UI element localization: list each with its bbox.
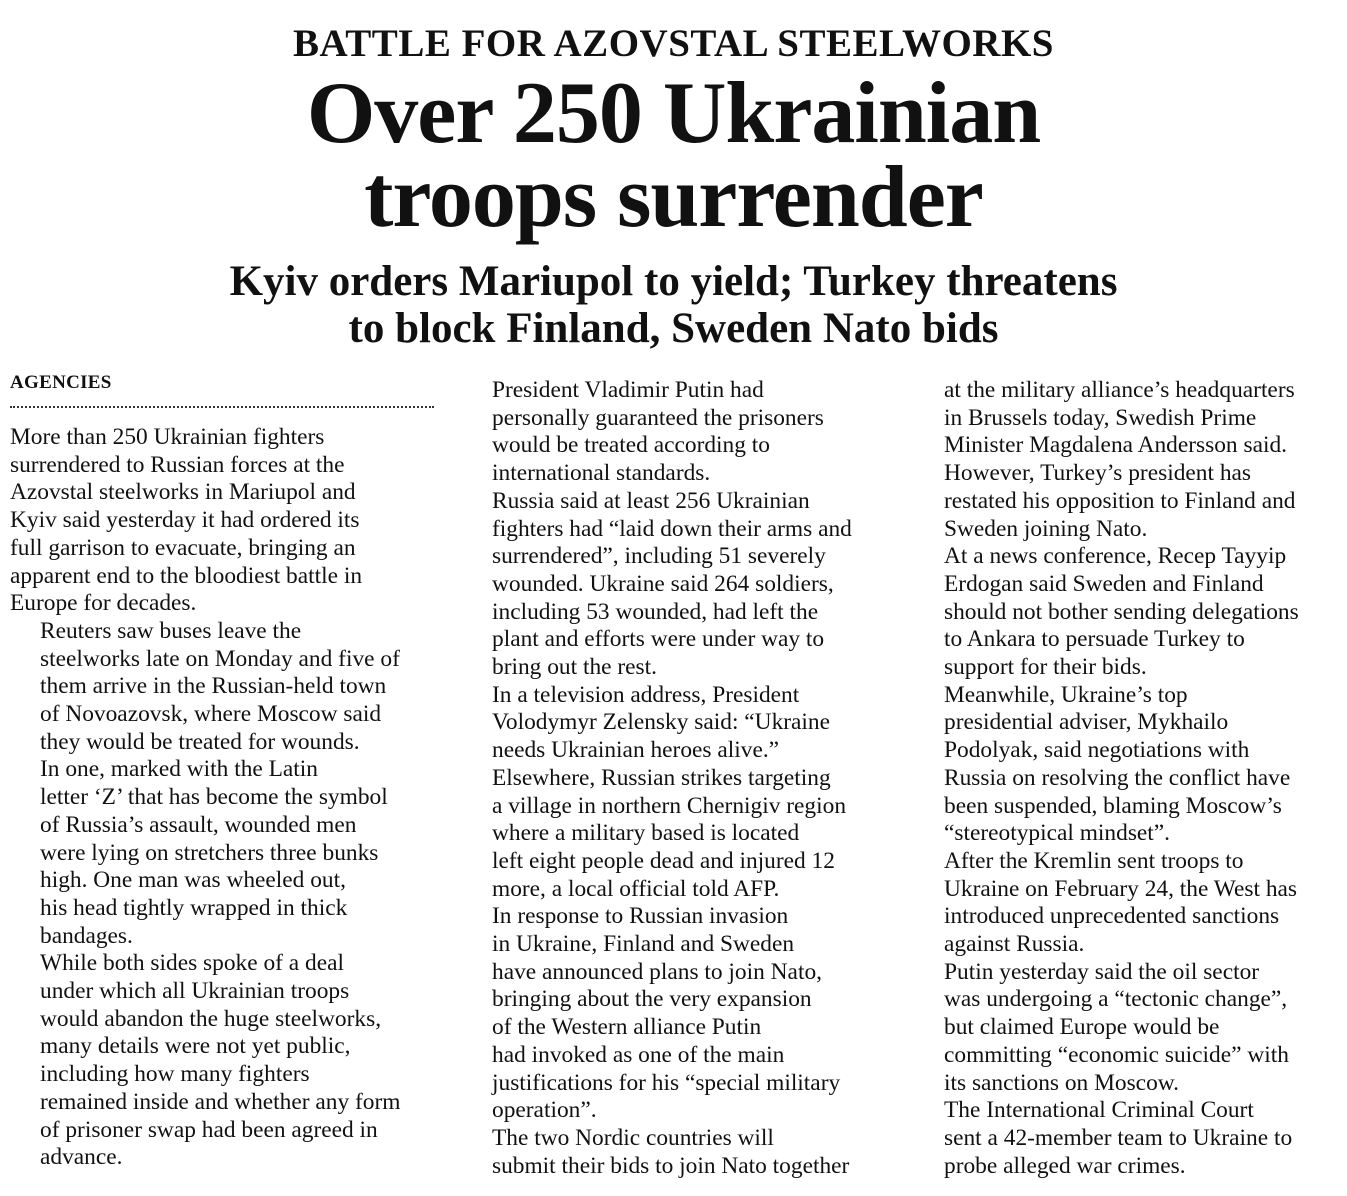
article-paragraph (914, 1097, 1344, 1180)
article-line: surrendered”, including 51 severely (492, 543, 826, 570)
article-paragraph (462, 903, 892, 1125)
byline: AGENCIES (10, 372, 112, 393)
article-line: been suspended, blaming Moscow’s (944, 792, 1282, 819)
article-line: In a television address, President (492, 681, 800, 708)
article-line: should not bother sending delegations (944, 598, 1299, 625)
article-line: probe alleged war crimes. (944, 1152, 1186, 1179)
article-line: More than 250 Ukrainian fighters (10, 424, 325, 450)
article-line: international standards. (492, 460, 711, 487)
article-line: needs Ukrainian heroes alive.” (492, 737, 780, 764)
article-line: Erdogan said Sweden and Finland (944, 570, 1264, 597)
article-line: full garrison to evacuate, bringing an (10, 534, 356, 561)
article-paragraph (462, 682, 892, 765)
article-paragraph (10, 756, 440, 950)
headline-line: Over 250 Ukrainian (306, 65, 1041, 162)
article-line: many details were not yet public, (40, 1033, 351, 1060)
article-paragraph (10, 424, 440, 618)
article-line: justifications for his “special military (492, 1069, 841, 1096)
article-line: including how many fighters (40, 1061, 310, 1088)
article-line: The two Nordic countries will (492, 1124, 774, 1151)
article-line: but claimed Europe would be (944, 1014, 1220, 1041)
article-line: its sanctions on Moscow. (944, 1069, 1179, 1096)
article-line: steelworks late on Monday and five of (40, 645, 400, 672)
article-line: in Ukraine, Finland and Sweden (492, 931, 795, 958)
article-line: In one, marked with the Latin (40, 756, 319, 783)
article-line: support for their bids. (944, 654, 1147, 681)
article-line: Sweden joining Nato. (944, 515, 1148, 542)
article-line: them arrive in the Russian-held town (40, 673, 387, 700)
article-line: “stereotypical mindset”. (944, 820, 1171, 847)
article-line: was undergoing a “tectonic change”, (944, 986, 1288, 1013)
article-paragraph (462, 1125, 892, 1180)
article-line: Volodymyr Zelensky said: “Ukraine (492, 709, 831, 736)
article-line: However, Turkey’s president has (944, 460, 1252, 487)
article-line: Russia said at least 256 Ukrainian (492, 487, 810, 514)
article-line: Russia on resolving the conflict have (944, 764, 1291, 791)
article-line: a village in northern Chernigiv region (492, 792, 847, 819)
article-line: advance. (40, 1144, 123, 1171)
article-line: bringing about the very expansion (492, 986, 812, 1013)
article-line: Ukraine on February 24, the West has (944, 875, 1298, 902)
article-line: more, a local official told AFP. (492, 875, 780, 902)
article-paragraph (914, 543, 1344, 682)
article-paragraph (462, 488, 892, 682)
subheadline (0, 258, 1347, 352)
article-line: fighters had “laid down their arms and (492, 515, 852, 542)
article-line: While both sides spoke of a deal (40, 950, 344, 977)
article-line: Kyiv said yesterday it had ordered its (10, 507, 360, 534)
article-line: at the military alliance’s headquarters (944, 377, 1295, 403)
article-line: Azovstal steelworks in Mariupol and (10, 479, 356, 506)
article-line: Reuters saw buses leave the (40, 617, 302, 644)
article-column-3 (914, 377, 1344, 1180)
article-line: presidential adviser, Mykhailo (944, 709, 1229, 736)
article-line: committing “economic suicide” with (944, 1041, 1289, 1068)
article-line: Minister Magdalena Andersson said. (944, 432, 1288, 459)
article-paragraph (914, 682, 1344, 848)
article-line: would be treated according to (492, 432, 770, 459)
article-line: wounded. Ukraine said 264 soldiers, (492, 570, 834, 597)
article-line: letter ‘Z’ that has become the symbol (40, 784, 388, 811)
article-line: including 53 wounded, had left the (492, 598, 819, 625)
article-line: plant and efforts were under way to (492, 626, 825, 653)
article-paragraph (914, 848, 1344, 959)
article-line: operation”. (492, 1097, 597, 1124)
article-line: were lying on stretchers three bunks (40, 839, 379, 866)
article-line: Podolyak, said negotiations with (944, 737, 1250, 764)
article-paragraph (462, 765, 892, 904)
article-line: restated his opposition to Finland and (944, 487, 1296, 514)
article-column-1 (10, 424, 440, 1172)
article-column-2 (462, 377, 892, 1180)
article-line: have announced plans to join Nato, (492, 958, 822, 985)
article-line: At a news conference, Recep Tayyip (944, 543, 1287, 570)
article-line: In response to Russian invasion (492, 903, 789, 930)
article-line: they would be treated for wounds. (40, 728, 360, 755)
article-line: bring out the rest. (492, 654, 658, 681)
article-line: where a military based is located (492, 820, 800, 847)
article-paragraph (10, 618, 440, 757)
article-line: of the Western alliance Putin (492, 1014, 762, 1041)
article-line: submit their bids to join Nato together (492, 1152, 850, 1179)
article-line: apparent end to the bloodiest battle in (10, 562, 363, 589)
subheadline-line: to block Finland, Sweden Nato bids (348, 305, 999, 352)
article-line: his head tightly wrapped in thick (40, 894, 348, 921)
article-line: of prisoner swap had been agreed in (40, 1116, 378, 1143)
article-line: left eight people dead and injured 12 (492, 847, 835, 874)
article-line: under which all Ukrainian troops (40, 978, 350, 1005)
article-paragraph (914, 460, 1344, 543)
article-line: Putin yesterday said the oil sector (944, 958, 1260, 985)
article-line: surrendered to Russian forces at the (10, 451, 345, 478)
article-line: personally guaranteed the prisoners (492, 404, 824, 431)
article-paragraph (462, 377, 892, 488)
subheadline-line: Kyiv orders Mariupol to yield; Turkey threatens (229, 258, 1118, 305)
article-line: would abandon the huge steelworks, (40, 1005, 382, 1032)
article-paragraph (914, 959, 1344, 1098)
kicker: BATTLE FOR AZOVSTAL STEELWORKS (293, 22, 1054, 65)
article-line: remained inside and whether any form (40, 1088, 401, 1115)
article-line: against Russia. (944, 931, 1085, 958)
headline (0, 65, 1347, 246)
article-line: Meanwhile, Ukraine’s top (944, 681, 1188, 708)
article-line: high. One man was wheeled out, (40, 867, 346, 894)
article-paragraph (10, 950, 440, 1172)
article-line: bandages. (40, 922, 133, 949)
article-line: President Vladimir Putin had (492, 377, 764, 403)
article-line: of Novoazovsk, where Moscow said (40, 701, 382, 728)
headline-line: troops surrender (364, 149, 983, 246)
article-paragraph (914, 377, 1344, 460)
article-line: The International Criminal Court (944, 1097, 1254, 1124)
article-line: sent a 42-member team to Ukraine to (944, 1124, 1293, 1151)
article-line: After the Kremlin sent troops to (944, 847, 1244, 874)
article-line: to Ankara to persuade Turkey to (944, 626, 1245, 653)
article-line: introduced unprecedented sanctions (944, 903, 1280, 930)
article-line: had invoked as one of the main (492, 1041, 785, 1068)
article-line: of Russia’s assault, wounded men (40, 811, 357, 838)
article-line: in Brussels today, Swedish Prime (944, 404, 1257, 431)
byline-divider (10, 406, 434, 408)
article-line: Elsewhere, Russian strikes targeting (492, 764, 831, 791)
article-line: Europe for decades. (10, 590, 197, 617)
